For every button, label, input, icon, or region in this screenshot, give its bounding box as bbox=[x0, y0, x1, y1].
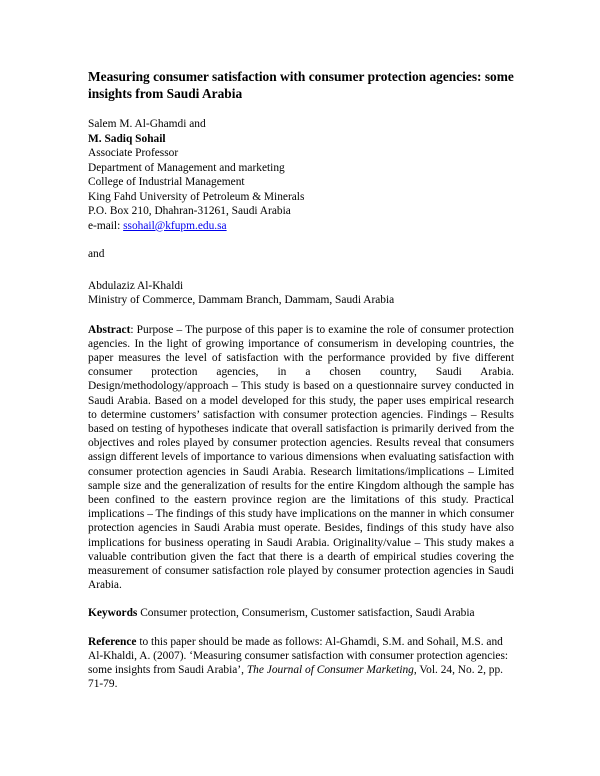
email-label: e-mail: bbox=[88, 219, 124, 232]
affiliation-line: King Fahd University of Petroleum & Minerals bbox=[88, 190, 305, 203]
author2-name: M. Sadiq Sohail bbox=[88, 132, 166, 145]
author1-conjunction: and bbox=[186, 118, 206, 130]
and-separator: and bbox=[88, 248, 105, 260]
author3-affiliation: Ministry of Commerce, Dammam Branch, Dammam, Saudi Arabia bbox=[88, 294, 395, 306]
author-block bbox=[88, 117, 514, 233]
author3-block bbox=[88, 279, 514, 308]
reference-journal: The Journal of Consumer Marketing bbox=[246, 663, 414, 676]
abstract-text: : Purpose – The purpose of this paper is to examine the role of consumer protection agencies. In the light of growing importance of consumerism in developing countries, the paper measures the level of satisfaction with the performance provided by five different consumer protection agencies, in a chosen country, Saudi Arabia. Design/methodology/approach – This study is based on a questionnaire survey conducted in Saudi Arabia. Based on a model developed for this study, the paper uses empirical research to determine customers’ satisfaction with consumer protection agencies. Findings – Results based on testing of hypotheses indicate that overall satisfaction is primarily derived from the objectives and roles played by consumer protection agencies. Results reveal that consumers assign different levels of importance to various dimensions when evaluating satisfaction with consumer protection agencies in Saudi Arabia. Research limitations/implications – Limited sample size and the generalization of results for the entire Kingdom although the sample has been confined to the eastern province region are the limitations of this study. Practical implications – The findings of this study have implications on the manner in which consumer protection agencies in Saudi Arabia must operate. Besides, findings of this study have also implications for business operating in Saudi Arabia. Originality/value – This study makes a valuable contribution given the fact that there is a dearth of empirical studies covering the measurement of consumer satisfaction role played by consumer protection agencies in Saudi Arabia. bbox=[88, 323, 514, 592]
reference-tail: , Vol. 24, No. 2, pp. 71-79. bbox=[88, 663, 504, 691]
email-link[interactable]: ssohail@kfupm.edu.sa bbox=[123, 219, 227, 232]
affiliation-line: College of Industrial Management bbox=[88, 176, 245, 188]
affiliation-line: Department of Management and marketing bbox=[88, 161, 285, 174]
author1-line bbox=[88, 117, 514, 132]
author1-name: Salem M. Al-Ghamdi bbox=[88, 118, 187, 130]
affiliation-line: Associate Professor bbox=[88, 147, 179, 159]
author3-name: Abdulaziz Al-Khaldi bbox=[88, 279, 184, 292]
reference-text: to this paper should be made as follows: Al-Ghamdi, S.M. and Sohail, M.S. and Al-Khaldi, A. (2007). ‘Measuring consumer satisfaction with consumer protection agencies: some insights from Saudi Arabia’, bbox=[88, 635, 509, 676]
reference-label: Reference bbox=[88, 635, 137, 648]
keywords-label: Keywords bbox=[88, 607, 138, 620]
keywords-text: Consumer protection, Consumerism, Customer satisfaction, Saudi Arabia bbox=[137, 607, 475, 620]
email-line bbox=[88, 219, 514, 234]
abstract-paragraph bbox=[88, 323, 514, 593]
paper-page bbox=[88, 68, 514, 691]
affiliation-line: P.O. Box 210, Dhahran-31261, Saudi Arabia bbox=[88, 205, 291, 217]
reference-paragraph bbox=[88, 635, 514, 692]
abstract-label: Abstract bbox=[88, 323, 131, 336]
keywords-paragraph bbox=[88, 606, 514, 620]
paper-title: Measuring consumer satisfaction with consumer protection agencies: some insights from Saudi Arabia bbox=[88, 69, 514, 101]
